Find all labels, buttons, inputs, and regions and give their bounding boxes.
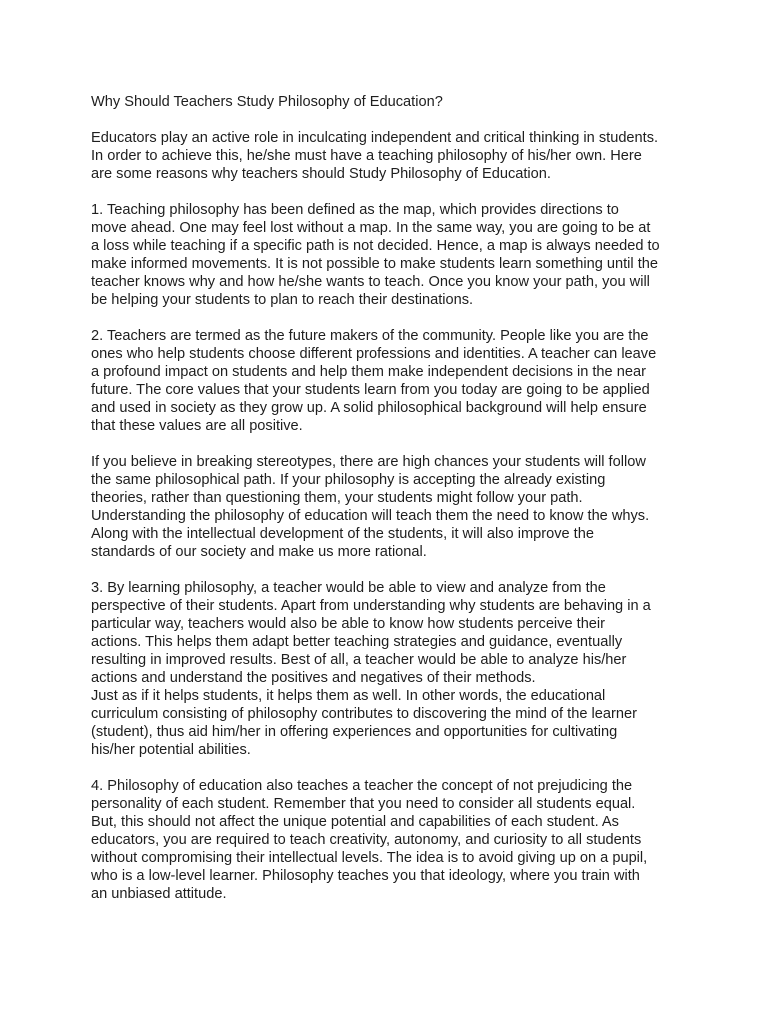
paragraph-point-4 — [91, 777, 691, 903]
text-line: If you believe in breaking stereotypes, there are high chances your students will follow — [91, 454, 646, 470]
text-line: perspective of their students. Apart from understanding why students are behaving in a — [91, 598, 651, 614]
text-line: 2. Teachers are termed as the future makers of the community. People like you are the — [91, 328, 649, 344]
text-line: Along with the intellectual development of the students, it will also improve the — [91, 526, 594, 542]
text-line: But, this should not affect the unique potential and capabilities of each student. As — [91, 814, 619, 830]
text-line: personality of each student. Remember that you need to consider all students equal. — [91, 796, 636, 812]
text-line: an unbiased attitude. — [91, 886, 227, 902]
text-line: without compromising their intellectual levels. The idea is to avoid giving up on a pupil, — [91, 850, 648, 866]
document-page — [91, 93, 691, 921]
text-line: Educators play an active role in inculcating independent and critical thinking in students. — [91, 130, 659, 146]
paragraph-intro — [91, 129, 691, 183]
text-line: theories, rather than questioning them, your students might follow your path. — [91, 490, 583, 506]
text-line: his/her potential abilities. — [91, 742, 251, 758]
paragraph-point-3 — [91, 579, 691, 687]
document-title: Why Should Teachers Study Philosophy of Education? — [91, 94, 443, 110]
text-line: teacher knows why and how he/she wants to teach. Once you know your path, you will — [91, 274, 650, 290]
text-line: Understanding the philosophy of education will teach them the need to know the whys. — [91, 508, 650, 524]
text-line: (student), thus aid him/her in offering experiences and opportunities for cultivating — [91, 724, 618, 740]
text-line: particular way, teachers would also be able to know how students perceive their — [91, 616, 606, 632]
text-line: educators, you are required to teach creativity, autonomy, and curiosity to all students — [91, 832, 642, 848]
text-line: curriculum consisting of philosophy contributes to discovering the mind of the learner — [91, 706, 637, 722]
text-line: resulting in improved results. Best of all, a teacher would be able to analyze his/her — [91, 652, 627, 668]
text-line: 1. Teaching philosophy has been defined as the map, which provides directions to — [91, 202, 619, 218]
text-line: be helping your students to plan to reach their destinations. — [91, 292, 474, 308]
paragraph-point-2 — [91, 327, 691, 435]
text-line: 3. By learning philosophy, a teacher would be able to view and analyze from the — [91, 580, 606, 596]
text-line: In order to achieve this, he/she must have a teaching philosophy of his/her own. Here — [91, 148, 642, 164]
text-line: and used in society as they grow up. A solid philosophical background will help ensure — [91, 400, 647, 416]
text-line: a profound impact on students and help them make independent decisions in the near — [91, 364, 646, 380]
text-line: that these values are all positive. — [91, 418, 303, 434]
text-line: future. The core values that your students learn from you today are going to be applied — [91, 382, 650, 398]
paragraph-stereotypes — [91, 453, 691, 561]
text-line: actions and understand the positives and negatives of their methods. — [91, 670, 536, 686]
paragraph-helps-them — [91, 687, 691, 759]
text-line: ones who help students choose different professions and identities. A teacher can leave — [91, 346, 657, 362]
text-line: who is a low-level learner. Philosophy teaches you that ideology, where you train with — [91, 868, 640, 884]
text-line: actions. This helps them adapt better teaching strategies and guidance, eventually — [91, 634, 623, 650]
text-line: the same philosophical path. If your philosophy is accepting the already existing — [91, 472, 606, 488]
text-line: move ahead. One may feel lost without a map. In the same way, you are going to be at — [91, 220, 651, 236]
text-line: 4. Philosophy of education also teaches a teacher the concept of not prejudicing the — [91, 778, 633, 794]
text-line: make informed movements. It is not possible to make students learn something until the — [91, 256, 659, 272]
text-line: a loss while teaching if a specific path is not decided. Hence, a map is always needed to — [91, 238, 660, 254]
paragraph-point-1 — [91, 201, 691, 309]
text-line: are some reasons why teachers should Study Philosophy of Education. — [91, 166, 551, 182]
text-line: Just as if it helps students, it helps them as well. In other words, the educational — [91, 688, 606, 704]
text-line: standards of our society and make us more rational. — [91, 544, 427, 560]
